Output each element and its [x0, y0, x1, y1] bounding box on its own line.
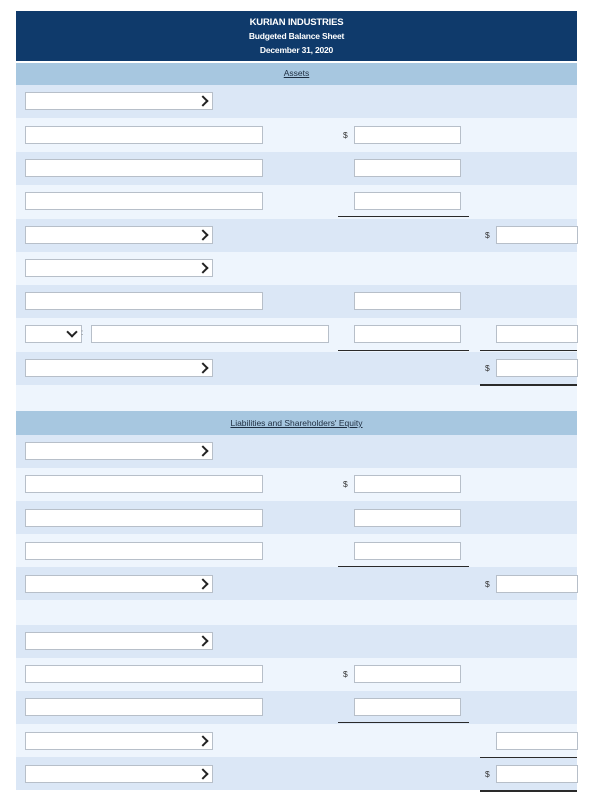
liability-item-name-input[interactable] — [25, 509, 263, 527]
chevron-right-icon — [197, 768, 208, 779]
dollar-sign: $ — [343, 669, 348, 679]
asset-item-amount-input[interactable] — [354, 325, 461, 343]
less-select[interactable] — [25, 325, 82, 343]
equity-total-input[interactable] — [496, 732, 578, 750]
total-liabilities-equity-input[interactable] — [496, 765, 578, 783]
total-rule — [480, 790, 577, 792]
liabilities-title: Liabilities and Shareholders' Equity — [230, 418, 363, 428]
liability-category-select[interactable] — [25, 442, 213, 460]
dollar-sign: $ — [343, 479, 348, 489]
dollar-sign: $ — [485, 363, 490, 373]
chevron-down-icon — [66, 326, 77, 337]
subtotal-rule — [338, 216, 469, 217]
statement-header — [16, 11, 577, 61]
liability-item-amount-input[interactable] — [354, 542, 461, 560]
total-liabilities-input[interactable] — [496, 575, 578, 593]
liability-item-name-input[interactable] — [25, 542, 263, 560]
liability-item-amount-input[interactable] — [354, 509, 461, 527]
subtotal-rule — [338, 350, 469, 351]
colon-label: : — [81, 328, 84, 337]
total-rule — [480, 384, 577, 386]
equity-item-name-input[interactable] — [25, 698, 263, 716]
chevron-right-icon — [197, 262, 208, 273]
row-bg — [16, 385, 577, 411]
asset-category-select[interactable] — [25, 226, 213, 244]
asset-item-amount-input[interactable] — [354, 159, 461, 177]
subtotal-rule — [480, 757, 577, 758]
chevron-right-icon — [197, 635, 208, 646]
asset-item-name-input[interactable] — [25, 126, 263, 144]
asset-item-name-input[interactable] — [91, 325, 329, 343]
liability-item-amount-input[interactable] — [354, 475, 461, 493]
row-bg — [16, 600, 577, 625]
statement-date: December 31, 2020 — [259, 45, 334, 55]
asset-category-select[interactable] — [25, 92, 213, 110]
assets-title: Assets — [283, 68, 310, 78]
dollar-sign: $ — [485, 579, 490, 589]
equity-total-select[interactable] — [25, 732, 213, 750]
asset-category-select[interactable] — [25, 259, 213, 277]
statement-title: Budgeted Balance Sheet — [248, 31, 345, 41]
chevron-right-icon — [197, 362, 208, 373]
total-liabilities-equity-select[interactable] — [25, 765, 213, 783]
subtotal-rule — [338, 722, 469, 723]
company-name: KURIAN INDUSTRIES — [249, 17, 344, 28]
chevron-right-icon — [197, 735, 208, 746]
equity-item-amount-input[interactable] — [354, 698, 461, 716]
total-assets-input[interactable] — [496, 359, 578, 377]
asset-item-amount-input[interactable] — [354, 126, 461, 144]
total-assets-select[interactable] — [25, 359, 213, 377]
liability-category-select[interactable] — [25, 575, 213, 593]
asset-total-input[interactable] — [496, 226, 578, 244]
assets-section-band — [16, 63, 577, 85]
dollar-sign: $ — [343, 130, 348, 140]
equity-item-amount-input[interactable] — [354, 665, 461, 683]
asset-subtotal-input[interactable] — [496, 325, 578, 343]
subtotal-rule — [338, 566, 469, 567]
chevron-right-icon — [197, 95, 208, 106]
chevron-right-icon — [197, 578, 208, 589]
liability-item-name-input[interactable] — [25, 475, 263, 493]
equity-category-select[interactable] — [25, 632, 213, 650]
chevron-right-icon — [197, 229, 208, 240]
asset-item-name-input[interactable] — [25, 159, 263, 177]
chevron-right-icon — [197, 445, 208, 456]
asset-item-amount-input[interactable] — [354, 192, 461, 210]
asset-item-amount-input[interactable] — [354, 292, 461, 310]
dollar-sign: $ — [485, 230, 490, 240]
liabilities-section-band — [16, 411, 577, 435]
asset-item-name-input[interactable] — [25, 192, 263, 210]
asset-item-name-input[interactable] — [25, 292, 263, 310]
subtotal-rule — [480, 350, 577, 351]
dollar-sign: $ — [485, 769, 490, 779]
equity-item-name-input[interactable] — [25, 665, 263, 683]
